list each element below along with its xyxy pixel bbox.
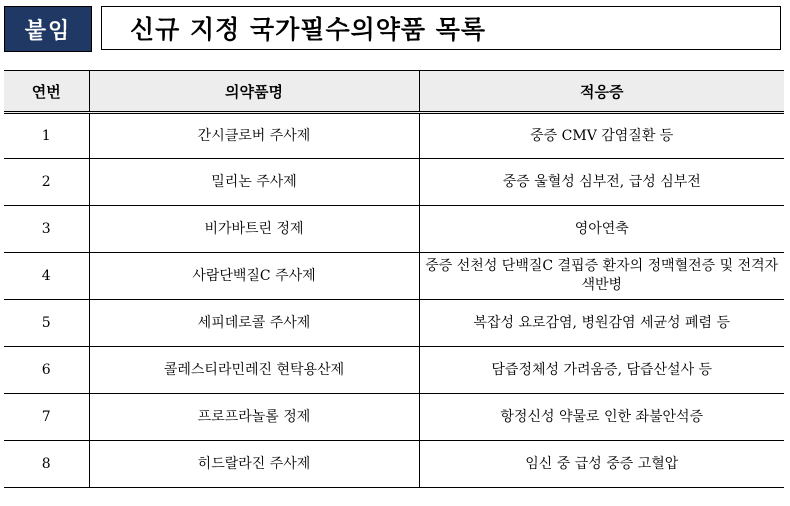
- indication: 임신 중 급성 중증 고혈압: [419, 441, 784, 488]
- column-header-number: 연번: [4, 71, 89, 113]
- drug-name: 밀리논 주사제: [89, 159, 419, 206]
- table-row: [4, 347, 784, 394]
- document-header: [4, 6, 784, 52]
- row-number: 6: [4, 347, 89, 394]
- column-header-drug-name: 의약품명: [89, 71, 419, 113]
- row-number: 8: [4, 441, 89, 488]
- table-row: [4, 300, 784, 347]
- drug-name: 간시클로버 주사제: [89, 113, 419, 159]
- essential-medicines-table: [4, 70, 784, 488]
- indication: 중증 울혈성 심부전, 급성 심부전: [419, 159, 784, 206]
- row-number: 2: [4, 159, 89, 206]
- table-header-row: [4, 71, 784, 113]
- indication: 중증 선천성 단백질C 결핍증 환자의 정맥혈전증 및 전격자색반병: [419, 253, 784, 300]
- attachment-badge: 붙임: [4, 6, 92, 52]
- indication: 중증 CMV 감염질환 등: [419, 113, 784, 159]
- table-row: [4, 159, 784, 206]
- drug-name: 사람단백질C 주사제: [89, 253, 419, 300]
- table-row: [4, 394, 784, 441]
- indication: 항정신성 약물로 인한 좌불안석증: [419, 394, 784, 441]
- indication: 담즙정체성 가려움증, 담즙산설사 등: [419, 347, 784, 394]
- column-header-indication: 적응증: [419, 71, 784, 113]
- drug-name: 세피데로콜 주사제: [89, 300, 419, 347]
- row-number: 1: [4, 113, 89, 159]
- drug-name: 비가바트린 정제: [89, 206, 419, 253]
- drug-name: 콜레스티라민레진 현탁용산제: [89, 347, 419, 394]
- row-number: 7: [4, 394, 89, 441]
- row-number: 5: [4, 300, 89, 347]
- indication: 복잡성 요로감염, 병원감염 세균성 폐렴 등: [419, 300, 784, 347]
- row-number: 3: [4, 206, 89, 253]
- drug-name: 프로프라놀롤 정제: [89, 394, 419, 441]
- row-number: 4: [4, 253, 89, 300]
- indication: 영아연축: [419, 206, 784, 253]
- page-title: 신규 지정 국가필수의약품 목록: [101, 6, 781, 50]
- table-row: [4, 206, 784, 253]
- drug-name: 히드랄라진 주사제: [89, 441, 419, 488]
- table-row: [4, 113, 784, 159]
- table-row: [4, 253, 784, 300]
- table-row: [4, 441, 784, 488]
